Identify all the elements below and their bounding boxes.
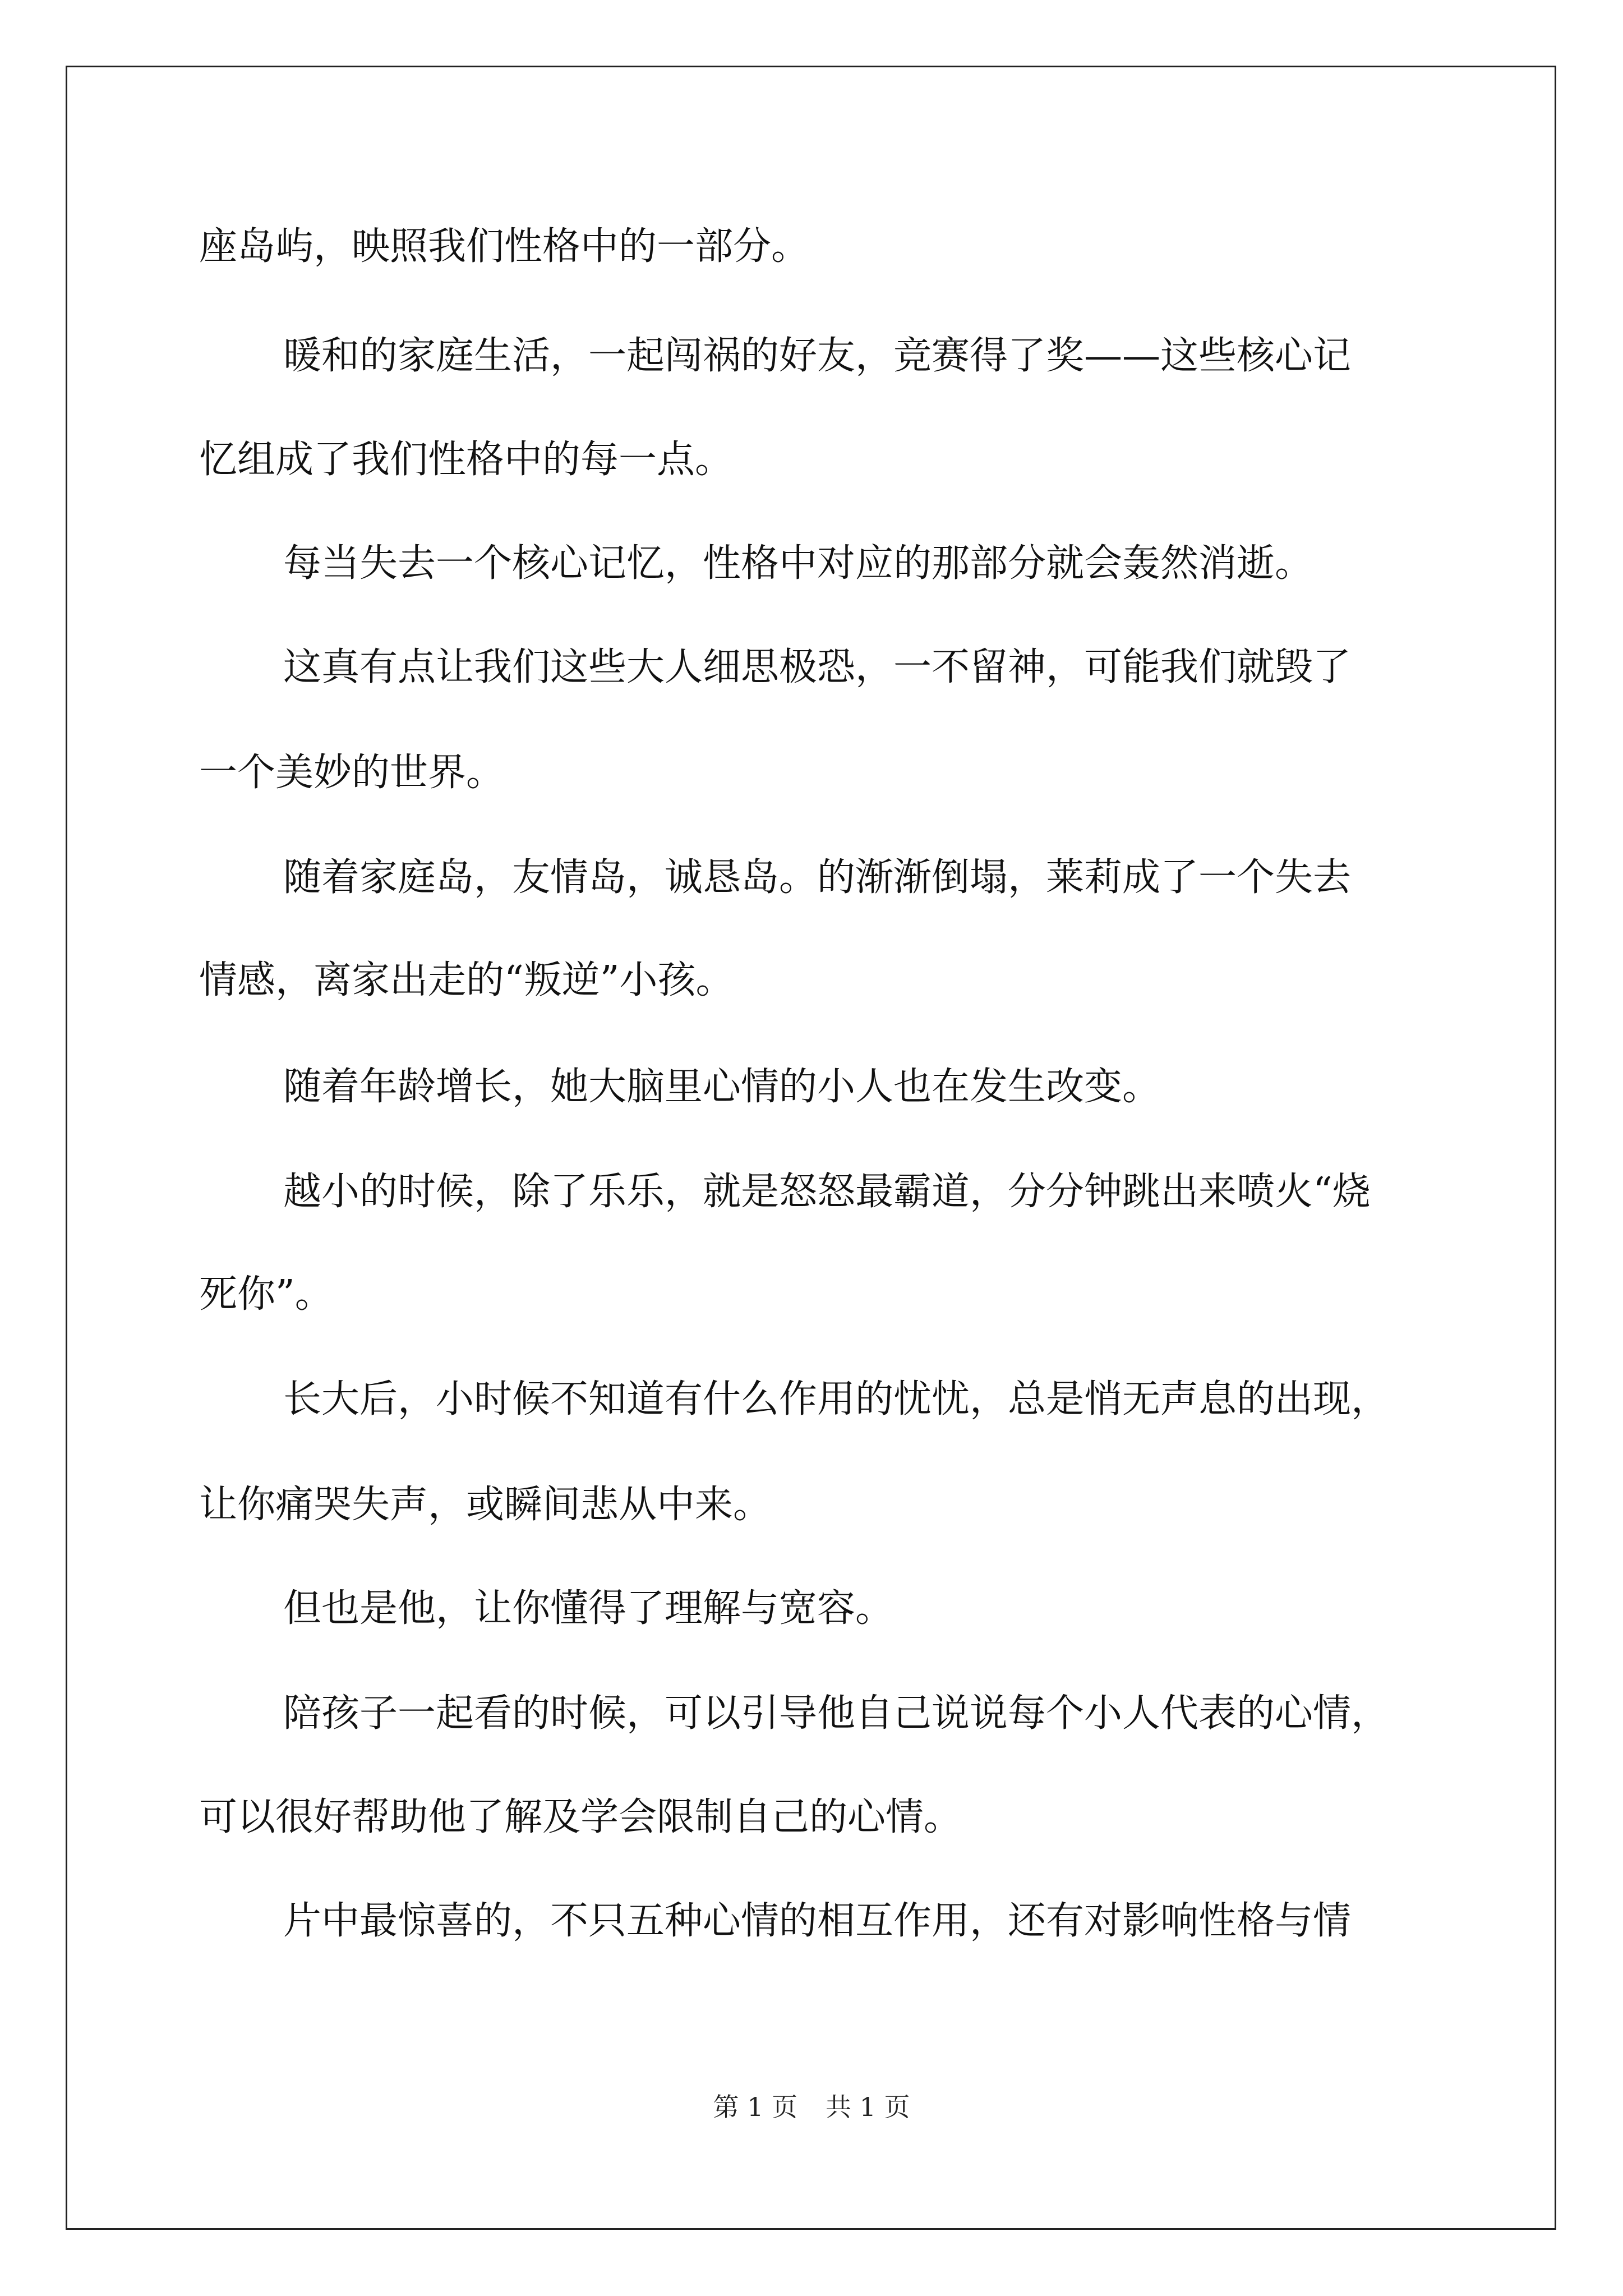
- text-line: 一个美妙的世界。: [199, 751, 505, 795]
- text-line: 情感，离家出走的“叛逆”小孩。: [199, 958, 734, 1002]
- paragraph-start-line: 随着年龄增长，她大脑里心情的小人也在发生改变。: [283, 1065, 1161, 1109]
- text-line: 死你”。: [199, 1272, 333, 1317]
- paragraph-start-line: 但也是他，让你懂得了理解与宽容。: [283, 1586, 894, 1631]
- paragraph-start-line: 越小的时候，除了乐乐，就是怒怒最霸道，分分钟跳出来喷火“烧: [283, 1170, 1371, 1214]
- text-line: 忆组成了我们性格中的每一点。: [199, 438, 734, 482]
- paragraph-start-line: 暖和的家庭生活，一起闯祸的好友，竞赛得了奖——这些核心记: [283, 334, 1352, 378]
- text-line: 可以很好帮助他了解及学会限制自己的心情。: [199, 1795, 962, 1839]
- text-line: 座岛屿，映照我们性格中的一部分。: [199, 224, 810, 269]
- paragraph-start-line: 片中最惊喜的，不只五种心情的相互作用，还有对影响性格与情: [283, 1899, 1352, 1943]
- page-total: 共 1 页: [826, 2092, 910, 2122]
- paragraph-start-line: 长大后，小时候不知道有什么作用的忧忧，总是悄无声息的出现，: [283, 1377, 1390, 1421]
- text-line: 让你痛哭失声，或瞬间悲从中来。: [199, 1483, 772, 1527]
- page-number: 第 1 页: [713, 2092, 797, 2122]
- page-footer: [0, 2090, 1623, 2124]
- paragraph-start-line: 这真有点让我们这些大人细思极恐，一不留神，可能我们就毁了: [283, 645, 1352, 689]
- paragraph-start-line: 陪孩子一起看的时候，可以引导他自己说说每个小人代表的心情，: [283, 1691, 1390, 1736]
- paragraph-start-line: 随着家庭岛，友情岛，诚恳岛。的渐渐倒塌，莱莉成了一个失去: [283, 855, 1352, 900]
- paragraph-start-line: 每当失去一个核心记忆，性格中对应的那部分就会轰然消逝。: [283, 541, 1313, 586]
